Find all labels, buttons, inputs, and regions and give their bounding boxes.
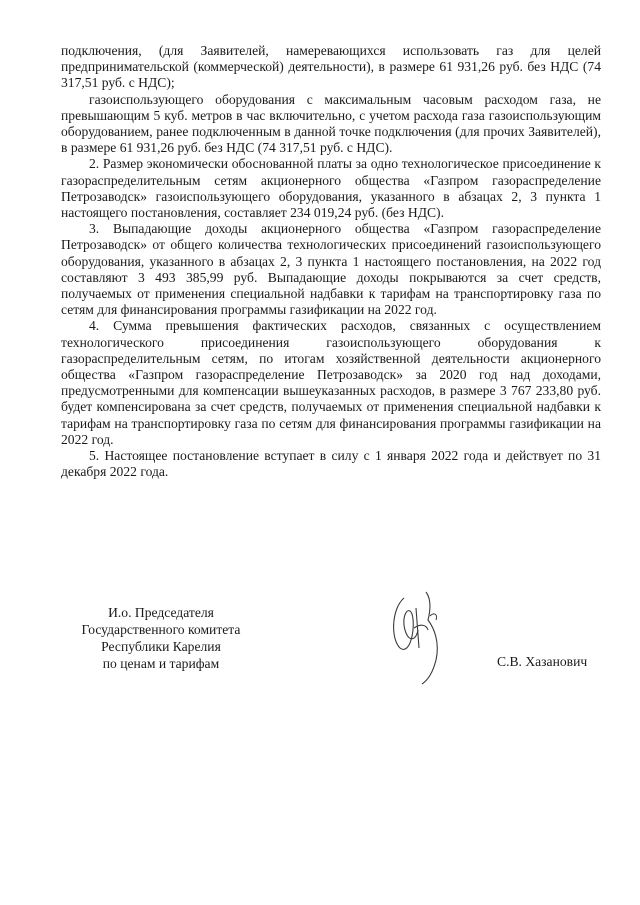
signatory-title — [61, 604, 261, 672]
signatory-title-line-2: Государственного комитета — [81, 622, 241, 637]
signatory-name: С.В. Хазанович — [497, 654, 588, 669]
signatory-title-line-3: Республики Карелия — [101, 639, 221, 654]
signatory-title-line-1: И.о. Председателя — [108, 605, 214, 620]
paragraph-4: 3. Выпадающие доходы акционерного общества «Газпром газораспределение Петрозаводск» от общего количества технологических присоединений газоиспользующего оборудования, указанного в абзацах 2, 3 пункта 1 настоящего постановления, на 2022 год составляют 3 493 385,99 руб. Выпадающие доходы покрываются за счет средств, получаемых от применения специальной надбавки к тарифам на транспортировку газа по сетям для финансирования программы газификации на 2022 год. — [61, 221, 601, 318]
paragraph-2: газоиспользующего оборудования с максимальным часовым расходом газа, не превышающим 5 куб. метров в час включительно, с учетом расхода газа газоиспользующим оборудованием, ранее подключенным в данной точке подключения (для прочих Заявителей), в размере 61 931,26 руб. без НДС (74 317,51 руб. с НДС). — [61, 91, 601, 156]
paragraph-5: 4. Сумма превышения фактических расходов, связанных с осуществлением технологического присоединения газоиспользующего оборудования к газораспределительным сетям, по итогам хозяйственной деятельности акционерного общества «Газпром газораспределение Петрозаводск» за 2020 год над доходами, предусмотренными для компенсации вышеуказанных расходов, в размере 3 767 233,80 руб. будет компенсирована за счет средств, получаемых от применения специальной надбавки к тарифам на транспортировку газа по сетям для финансирования программы газификации на 2022 год. — [61, 318, 601, 447]
paragraph-6: 5. Настоящее постановление вступает в силу с 1 января 2022 года и действует по 31 декабря 2022 года. — [61, 448, 601, 480]
paragraph-1: подключения, (для Заявителей, намеревающихся использовать газ для целей предпринимательской (коммерческой) деятельности), в размере 61 931,26 руб. без НДС (74 317,51 руб. с НДС); — [61, 43, 601, 91]
signatory-title-line-4: по ценам и тарифам — [102, 656, 220, 671]
document-body — [61, 43, 601, 480]
paragraph-3: 2. Размер экономически обоснованной платы за одно технологическое присоединение к газораспределительным сетям акционерного общества «Газпром газораспределение Петрозаводск» газоиспользующего оборудования, указанного в абзацах 2, 3 пункта 1 настоящего постановления, составляет 234 019,24 руб. (без НДС). — [61, 156, 601, 221]
handwritten-signature — [386, 578, 446, 688]
